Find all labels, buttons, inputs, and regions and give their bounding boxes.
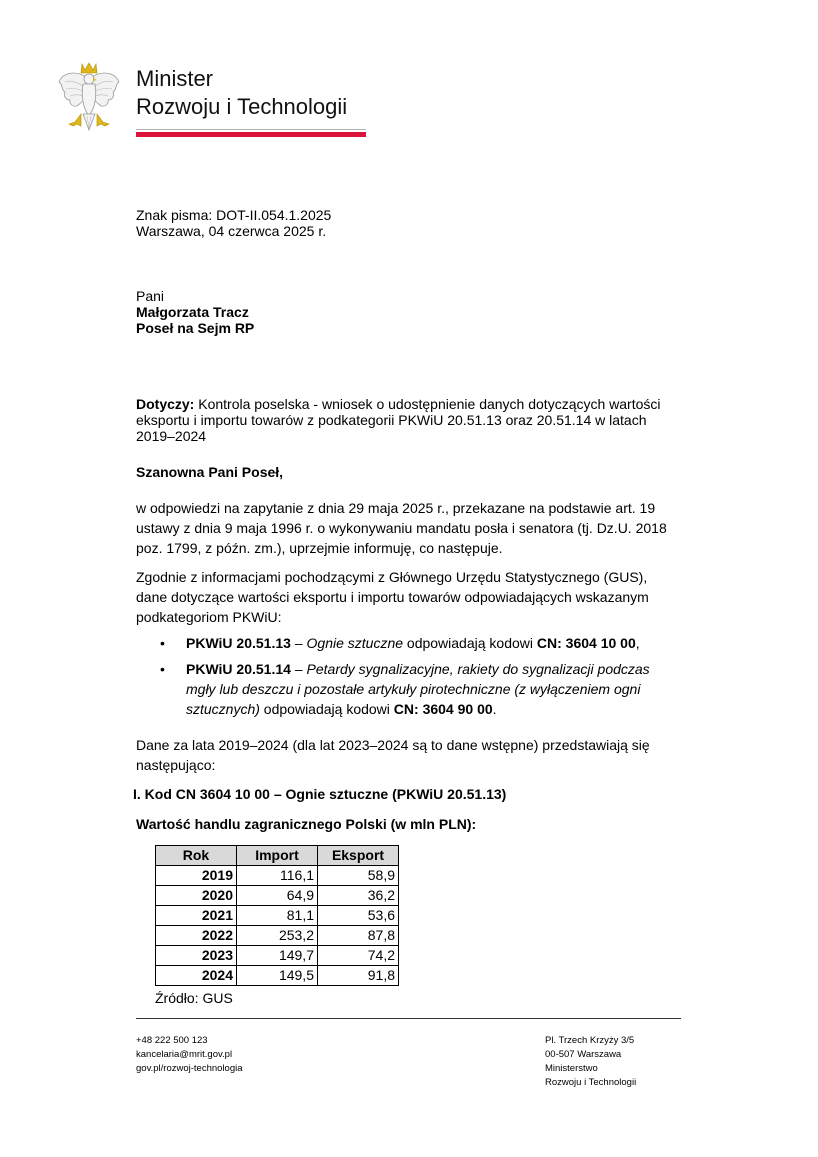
header-divider-grey xyxy=(136,129,366,130)
paragraph-gus: Zgodnie z informacjami pochodzącymi z Głównego Urzędu Statystycznego (GUS), dane dotyczące wartości eksportu i importu towarów odpowiadających wskazanym podkategoriom PKWiU: xyxy=(136,569,649,625)
recipient-name: Małgorzata Tracz xyxy=(136,304,249,320)
mapping-text: odpowiadają kodowi xyxy=(259,701,394,717)
table-row xyxy=(156,966,399,986)
dash: – xyxy=(290,661,307,677)
table-row xyxy=(156,906,399,926)
table-row xyxy=(156,866,399,886)
pkwiu-description: Ognie sztuczne xyxy=(306,635,404,651)
cell-import: 64,9 xyxy=(237,886,318,906)
punctuation: , xyxy=(635,635,640,651)
mapping-text: odpowiadają kodowi xyxy=(403,635,537,651)
list-item xyxy=(136,659,676,719)
pkwiu-bullet-list xyxy=(136,633,676,725)
section-heading: I. Kod CN 3604 10 00 – Ognie sztuczne (PKWiU 20.51.13) xyxy=(133,786,507,802)
recipient-role: Poseł na Sejm RP xyxy=(136,320,255,336)
cell-year: 2023 xyxy=(156,946,237,966)
cell-export: 53,6 xyxy=(318,906,399,926)
bullet-icon: • xyxy=(160,635,165,651)
cn-code: CN: 3604 90 00 xyxy=(393,701,493,717)
header-divider-red xyxy=(136,132,366,137)
cell-import: 149,7 xyxy=(237,946,318,966)
polish-eagle-emblem-icon xyxy=(57,60,121,140)
footer-institution-line2: Rozwoju i Technologii xyxy=(545,1077,637,1088)
cn-code: CN: 3604 10 00 xyxy=(536,635,636,651)
cell-export: 58,9 xyxy=(318,866,399,886)
subject-text: Kontrola poselska - wniosek o udostępnienie danych dotyczących wartości eksportu i importu towarów z podkategorii PKWiU 20.51.13 oraz 20.51.14 w latach 2019–2024 xyxy=(136,396,661,444)
pkwiu-code: PKWiU 20.51.14 xyxy=(186,661,291,677)
cell-export: 91,8 xyxy=(318,966,399,986)
cell-year: 2022 xyxy=(156,926,237,946)
trade-value-table xyxy=(155,845,399,986)
bullet-icon: • xyxy=(160,661,165,677)
footer-website: gov.pl/rozwoj-technologia xyxy=(136,1063,243,1074)
table-source: Źródło: GUS xyxy=(155,990,233,1006)
footer-divider xyxy=(136,1018,681,1019)
cell-year: 2024 xyxy=(156,966,237,986)
cell-import: 81,1 xyxy=(237,906,318,926)
cell-import: 149,5 xyxy=(237,966,318,986)
subject xyxy=(136,396,681,444)
cell-year: 2021 xyxy=(156,906,237,926)
footer-phone: +48 222 500 123 xyxy=(136,1035,208,1046)
pkwiu-description: Petardy sygnalizacyjne, rakiety do sygnalizacji podczas mgły lub deszczu i pozostałe artykuły pirotechniczne (z wyłączeniem ogni sztucznych) xyxy=(186,661,650,717)
ministry-name-line1: Minister xyxy=(136,66,214,91)
list-item xyxy=(136,633,676,653)
paragraph-intro: w odpowiedzi na zapytanie z dnia 29 maja 2025 r., przekazane na podstawie art. 19 ustawy z dnia 9 maja 1996 r. o wykonywaniu mandatu posła i senatora (tj. Dz.U. 2018 poz. 1799, z późn. zm.), uprzejmie informuję, co następuje. xyxy=(136,500,667,556)
cell-export: 74,2 xyxy=(318,946,399,966)
cell-export: 36,2 xyxy=(318,886,399,906)
footer-institution-line1: Ministerstwo xyxy=(545,1063,598,1074)
column-header-import: Import xyxy=(237,846,318,866)
table-header-row xyxy=(156,846,399,866)
subject-label: Dotyczy: xyxy=(136,396,195,412)
footer-street: Pl. Trzech Krzyży 3/5 xyxy=(545,1035,635,1046)
ministry-name-line2: Rozwoju i Technologii xyxy=(136,94,348,119)
cell-import: 116,1 xyxy=(237,866,318,886)
footer-email: kancelaria@mrit.gov.pl xyxy=(136,1049,233,1060)
table-row xyxy=(156,946,399,966)
cell-import: 253,2 xyxy=(237,926,318,946)
table-title: Wartość handlu zagranicznego Polski (w mln PLN): xyxy=(136,816,477,832)
footer-city: 00-507 Warszawa xyxy=(545,1049,622,1060)
cell-export: 87,8 xyxy=(318,926,399,946)
table-row xyxy=(156,926,399,946)
cell-year: 2020 xyxy=(156,886,237,906)
salutation: Szanowna Pani Poseł, xyxy=(136,464,284,480)
paragraph-data-intro: Dane za lata 2019–2024 (dla lat 2023–2024 są to dane wstępne) przedstawiają się następująco: xyxy=(136,737,650,773)
table-row xyxy=(156,886,399,906)
cell-year: 2019 xyxy=(156,866,237,886)
column-header-year: Rok xyxy=(156,846,237,866)
footer-contact xyxy=(136,1034,243,1076)
recipient-title: Pani xyxy=(136,288,165,304)
punctuation: . xyxy=(492,701,497,717)
dash: – xyxy=(290,635,307,651)
place-date: Warszawa, 04 czerwca 2025 r. xyxy=(136,223,327,239)
pkwiu-code: PKWiU 20.51.13 xyxy=(186,635,291,651)
reference-number: Znak pisma: DOT-II.054.1.2025 xyxy=(136,207,332,223)
column-header-export: Eksport xyxy=(318,846,399,866)
footer-address xyxy=(545,1034,636,1090)
